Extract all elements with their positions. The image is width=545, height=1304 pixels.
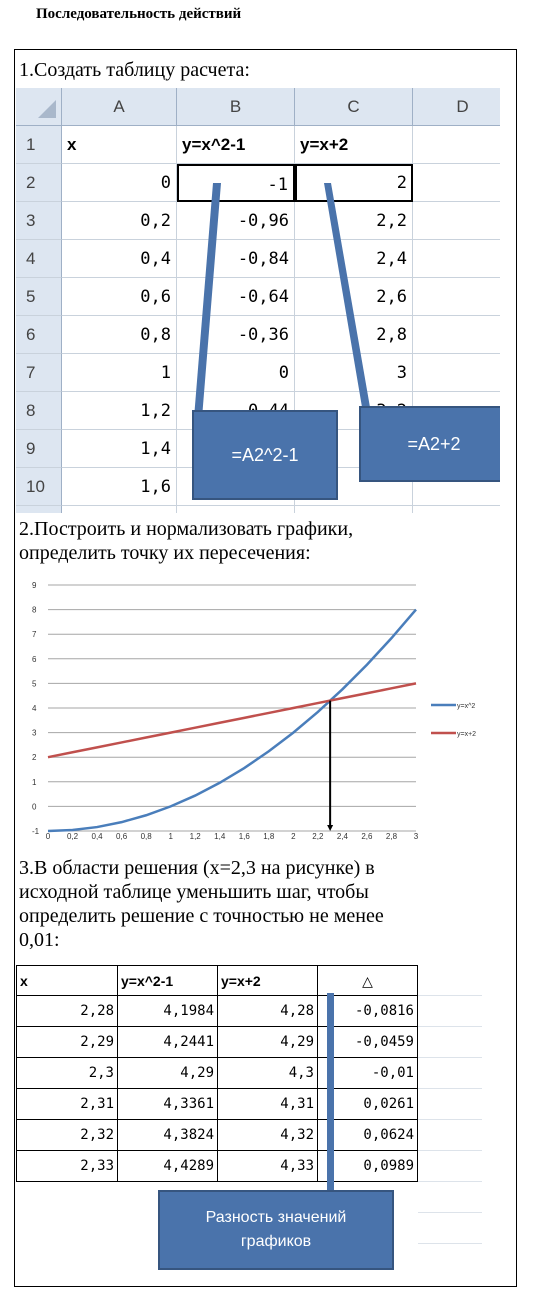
table-cell: 0,0624 — [318, 1120, 418, 1151]
table-cell: 4,29 — [118, 1058, 218, 1089]
sheet-cell[interactable]: 0,6 — [62, 278, 177, 316]
difference-callout — [158, 1190, 394, 1270]
step-3-text-line-3: определить решение с точностью не менее — [19, 905, 384, 927]
sheet-cell[interactable]: -1 — [177, 164, 295, 202]
x-tick-label: 0,2 — [66, 832, 79, 841]
table-cell: 2,33 — [16, 1151, 118, 1182]
table-cell: 4,32 — [218, 1120, 318, 1151]
sheet-cell[interactable]: -0,64 — [177, 278, 295, 316]
sheet-cell[interactable]: 0 — [177, 354, 295, 392]
x-tick-label: 2,2 — [312, 832, 324, 841]
sheet-cell[interactable]: 2,8 — [295, 316, 413, 354]
table-cell: 2,29 — [16, 1027, 118, 1058]
x-tick-label: 2,6 — [361, 832, 373, 841]
y-tick-label: 7 — [32, 630, 37, 640]
table-cell: 2,3 — [16, 1058, 118, 1089]
row-header[interactable]: 1 — [16, 126, 62, 164]
table-cell: 2,31 — [16, 1089, 118, 1120]
table-cell: 4,28 — [218, 996, 318, 1027]
y-tick-label: 5 — [32, 679, 37, 689]
table-header-cell: y=x+2 — [218, 965, 318, 996]
x-tick-label: 3 — [413, 832, 419, 841]
row-header[interactable]: 6 — [16, 316, 62, 354]
x-tick-label: 0,4 — [91, 832, 103, 841]
x-tick-label: 1,2 — [189, 832, 201, 841]
step-1-text: 1.Создать таблицу расчета: — [19, 59, 250, 81]
sheet-cell[interactable]: 0,2 — [62, 202, 177, 240]
legend-label: y=x+2 — [457, 731, 477, 738]
row-header[interactable]: 4 — [16, 240, 62, 278]
table-cell: 4,29 — [218, 1027, 318, 1058]
table-cell: -0,01 — [318, 1058, 418, 1089]
sheet-cell[interactable]: 2 — [295, 164, 413, 202]
step-2-text-line-1: 2.Построить и нормализовать графики, — [19, 518, 354, 540]
row-header[interactable]: 5 — [16, 278, 62, 316]
chart-svg — [16, 575, 500, 850]
y-tick-label: 9 — [32, 581, 37, 590]
sheet-cell[interactable]: -0,96 — [177, 202, 295, 240]
table-header-cell: y=x^2-1 — [118, 965, 218, 996]
table-cell: 4,31 — [218, 1089, 318, 1120]
x-tick-label: 2 — [291, 832, 296, 841]
row-header[interactable]: 9 — [16, 430, 62, 468]
difference-callout-line-1: Разность значений — [205, 1209, 347, 1226]
sheet-cell[interactable]: 1 — [62, 354, 177, 392]
connector-b — [194, 183, 221, 418]
x-tick-label: 1,8 — [263, 832, 275, 841]
table-cell: 2,28 — [16, 996, 118, 1027]
x-tick-label: 1,6 — [238, 832, 250, 841]
sheet-cell[interactable]: 1,4 — [62, 430, 177, 468]
sheet-cell[interactable]: -0,36 — [177, 316, 295, 354]
column-header-d[interactable]: D — [413, 88, 500, 126]
sheet-cell[interactable]: -0,84 — [177, 240, 295, 278]
sheet-cell[interactable]: 2,4 — [295, 240, 413, 278]
table-cell: 0,0261 — [318, 1089, 418, 1120]
row-header[interactable]: 10 — [16, 468, 62, 506]
row-header[interactable]: 3 — [16, 202, 62, 240]
x-tick-label: 0,6 — [116, 832, 128, 841]
sheet-cell[interactable]: 1,2 — [62, 392, 177, 430]
y-tick-label: 8 — [32, 605, 37, 615]
y-tick-label: 2 — [32, 753, 37, 763]
row-header[interactable]: 2 — [16, 164, 62, 202]
graph-chart — [16, 575, 500, 850]
refined-table — [16, 965, 486, 1285]
column-header-c[interactable]: C — [295, 88, 413, 126]
table-header-cell: △ — [318, 965, 418, 996]
sheet-cell[interactable]: 0,8 — [62, 316, 177, 354]
column-header-b[interactable]: B — [177, 88, 295, 126]
sheet-cell[interactable]: 0 — [62, 164, 177, 202]
row-header[interactable]: 8 — [16, 392, 62, 430]
formula-callout-b: =A2^2-1 — [192, 410, 338, 500]
step-3-text-line-4: 0,01: — [19, 929, 60, 951]
table-cell: 2,32 — [16, 1120, 118, 1151]
table-cell: -0,0816 — [318, 996, 418, 1027]
table-cell: 4,3 — [218, 1058, 318, 1089]
spreadsheet — [16, 88, 500, 513]
step-2-text-line-2: определить точку их пересечения: — [19, 542, 311, 564]
page-header: Последовательность действий — [36, 6, 242, 22]
table-cell: 4,3361 — [118, 1089, 218, 1120]
x-tick-label: 0,8 — [140, 832, 152, 841]
table-cell: 4,2441 — [118, 1027, 218, 1058]
step-3-text-line-1: 3.В области решения (x=2,3 на рисунке) в — [19, 857, 375, 879]
x-tick-label: 1 — [168, 832, 173, 841]
y-tick-label: 6 — [32, 654, 37, 664]
sheet-cell[interactable]: 3 — [295, 354, 413, 392]
connector-c — [324, 183, 371, 413]
y-tick-label: 4 — [32, 704, 37, 713]
formula-callout-c: =A2+2 — [359, 406, 500, 482]
table-cell: -0,0459 — [318, 1027, 418, 1058]
table-header-cell: x — [16, 965, 118, 996]
intersection-arrow-icon — [327, 825, 333, 831]
x-tick-label: 1,4 — [214, 832, 226, 841]
y-tick-label: -1 — [32, 827, 40, 836]
table-cell: 4,4289 — [118, 1151, 218, 1182]
column-title-cell[interactable]: x — [62, 126, 177, 164]
difference-callout-line-2: графиков — [240, 1233, 312, 1250]
column-title-cell[interactable]: y=x^2-1 — [177, 126, 295, 164]
x-tick-label: 2,8 — [385, 832, 398, 841]
y-tick-label: 3 — [32, 728, 37, 738]
row-header[interactable]: 7 — [16, 354, 62, 392]
table-cell: 4,3824 — [118, 1120, 218, 1151]
x-tick-label: 2,4 — [336, 832, 348, 841]
x-tick-label: 0 — [45, 832, 51, 841]
legend-label: y=x^2 — [457, 703, 476, 710]
sheet-cell[interactable]: 0,4 — [62, 240, 177, 278]
column-title-cell[interactable]: y=x+2 — [295, 126, 413, 164]
table-cell: 4,1984 — [118, 996, 218, 1027]
step-3-text-line-2: исходной таблице уменьшить шаг, чтобы — [19, 881, 369, 903]
sheet-cell[interactable]: 2,6 — [295, 278, 413, 316]
y-tick-label: 1 — [32, 777, 37, 787]
table-cell: 4,33 — [218, 1151, 318, 1182]
y-tick-label: 0 — [32, 802, 37, 812]
sheet-cell[interactable]: 1,6 — [62, 468, 177, 506]
series-line-linear — [48, 683, 416, 757]
sheet-cell[interactable]: 2,2 — [295, 202, 413, 240]
table-cell: 0,0989 — [318, 1151, 418, 1182]
difference-connector-bar — [327, 993, 334, 1200]
column-header-a[interactable]: A — [62, 88, 177, 126]
